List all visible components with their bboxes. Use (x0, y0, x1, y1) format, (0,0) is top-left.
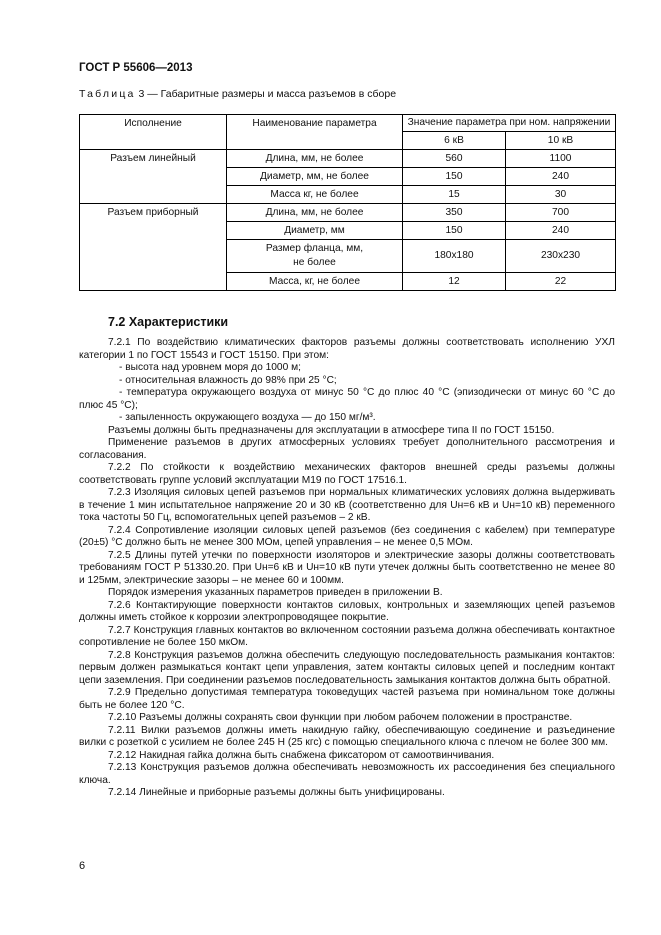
group-name-instrument: Разъем приборный (80, 204, 227, 291)
table-cell-6kv: 150 (403, 168, 506, 186)
paragraph: Разъемы должны быть предназначены для эксплуатации в атмосфере типа II по ГОСТ 15150. (108, 424, 555, 436)
col-header-10kv: 10 кВ (506, 132, 616, 150)
paragraph: 7.2.9 Предельно допустимая температура токоведущих частей разъема при номинальном токе должны быть не более 120 °С. (79, 687, 615, 711)
paragraph: 7.2.2 По стойкости к воздействию механических факторов внешней среды разъемы должны соответствовать группе условий эксплуатации М19 по ГОСТ 17516.1. (79, 462, 615, 486)
table-cell-param: Длина, мм, не более (227, 204, 403, 222)
paragraph: - запыленность окружающего воздуха — до 150 мг/м³. (119, 412, 376, 423)
table-cell-10kv: 700 (506, 204, 616, 222)
table-cell-10kv: 240 (506, 168, 616, 186)
param-line-1: Размер фланца, мм, (265, 243, 364, 254)
table-cell-10kv: 22 (506, 273, 616, 291)
col-header-param: Наименование параметра (227, 115, 403, 150)
paragraph: 7.2.12 Накидная гайка должна быть снабжена фиксатором от самоотвинчивания. (108, 749, 495, 761)
paragraph: 7.2.8 Конструкция разъемов должна обеспечить следующую последовательность размыкания контактов: первым должен размыкаться контакт цепи управления, затем контакты силовых цепей и последним контакт цепи заземления. При соединении разъемов последовательность замыкания контактов должна быть обратной. (79, 649, 615, 686)
table-cell-param: Диаметр, мм, не более (227, 168, 403, 186)
paragraph: 7.2.7 Конструкция главных контактов во включенном состоянии разъема должна обеспечивать контактное сопротивление не более 150 мкОм. (79, 624, 615, 648)
table-caption-number: 3 (138, 88, 145, 100)
paragraph: - относительная влажность до 98% при 25 °С; (119, 374, 337, 386)
paragraph: Порядок измерения указанных параметров приведен в приложении В. (108, 587, 443, 598)
paragraph: 7.2.1 По воздействию климатических факторов разъемы должны соответствовать исполнению УХЛ категории 1 по ГОСТ 15543 и ГОСТ 15150. При этом: (79, 337, 615, 361)
table-cell-6kv: 350 (403, 204, 506, 222)
dimensions-table (79, 114, 616, 291)
table-cell-param: Масса, кг, не более (227, 273, 403, 291)
table-caption-label: Таблица (79, 88, 136, 100)
table-cell-10kv: 1100 (506, 150, 616, 168)
paragraph: 7.2.14 Линейные и приборные разъемы должны быть унифицированы. (108, 787, 445, 798)
paragraph: 7.2.4 Сопротивление изоляции силовых цепей разъемов (без соединения с кабелем) при температуре (20±5) °С должно быть не менее 300 МОм, цепей управления – не менее 0,5 МОм. (79, 524, 615, 548)
col-header-value: Значение параметра при ном. напряжении (403, 115, 616, 132)
table-cell-10kv: 230х230 (506, 240, 616, 273)
paragraph: 7.2.5 Длины путей утечки по поверхности изоляторов и электрические зазоры должны соответствовать требованиям ГОСТ Р 51330.20. При Uн=6 кВ и Uн=10 кВ пути утечек должны быть соответственно не менее 80 и 125мм, электрические зазоры – не менее 60 и 100мм. (79, 549, 615, 586)
table-cell-6kv: 150 (403, 222, 506, 240)
table-cell-param: Диаметр, мм (227, 222, 403, 240)
body-text (79, 337, 615, 800)
paragraph: 7.2.3 Изоляция силовых цепей разъемов при нормальных климатических условиях должна выдерживать в течение 1 мин испытательное напряжение 20 и 30 кВ (соответственно для Uн=6 кВ и Uн=10 кВ) переменного тока частоты 50 Гц, вспомогательных цепей разъемов – 2 кВ. (79, 487, 615, 523)
table-cell-6kv: 15 (403, 186, 506, 204)
paragraph: 7.2.6 Контактирующие поверхности контактов силовых, контрольных и заземляющих цепей разъемов должны иметь стойкое к коррозии электропроводящее покрытие. (79, 599, 615, 623)
col-header-6kv: 6 кВ (403, 132, 506, 150)
paragraph: 7.2.10 Разъемы должны сохранять свои функции при любом рабочем положении в пространстве. (108, 712, 573, 723)
paragraph: - высота над уровнем моря до 1000 м; (119, 362, 301, 373)
table-cell-param: Масса кг, не более (227, 186, 403, 204)
param-line-2: не более (293, 257, 336, 268)
table-cell-10kv: 30 (506, 186, 616, 204)
paragraph: Применение разъемов в других атмосферных условиях требует дополнительного рассмотрения и согласования. (79, 437, 615, 461)
paragraph: - температура окружающего воздуха от минус 50 °С до плюс 40 °С (эпизодически от минус 60 °С до плюс 45 °С); (79, 387, 615, 411)
document-header: ГОСТ Р 55606—2013 (79, 62, 193, 74)
table-cell-param (227, 240, 403, 273)
table-caption-title: — Габаритные размеры и масса разъемов в сборе (147, 88, 397, 100)
section-title: 7.2 Характеристики (108, 315, 229, 329)
table-cell-6kv: 560 (403, 150, 506, 168)
table-cell-6kv: 180х180 (403, 240, 506, 273)
page-number: 6 (79, 860, 86, 872)
table-cell-param: Длина, мм, не более (227, 150, 403, 168)
col-header-execution: Исполнение (80, 115, 227, 150)
table-cell-6kv: 12 (403, 273, 506, 291)
table-caption (79, 88, 396, 100)
table-cell-10kv: 240 (506, 222, 616, 240)
group-name-linear: Разъем линейный (80, 150, 227, 204)
paragraph: 7.2.11 Вилки разъемов должны иметь накидную гайку, обеспечивающую соединение и разъединение вилки с розеткой с усилием не более 245 Н (25 кгс) с помощью специального ключа с плечом не более 300 мм. (79, 724, 615, 748)
paragraph: 7.2.13 Конструкция разъемов должна обеспечивать невозможность их рассоединения без специального ключа. (79, 762, 615, 786)
